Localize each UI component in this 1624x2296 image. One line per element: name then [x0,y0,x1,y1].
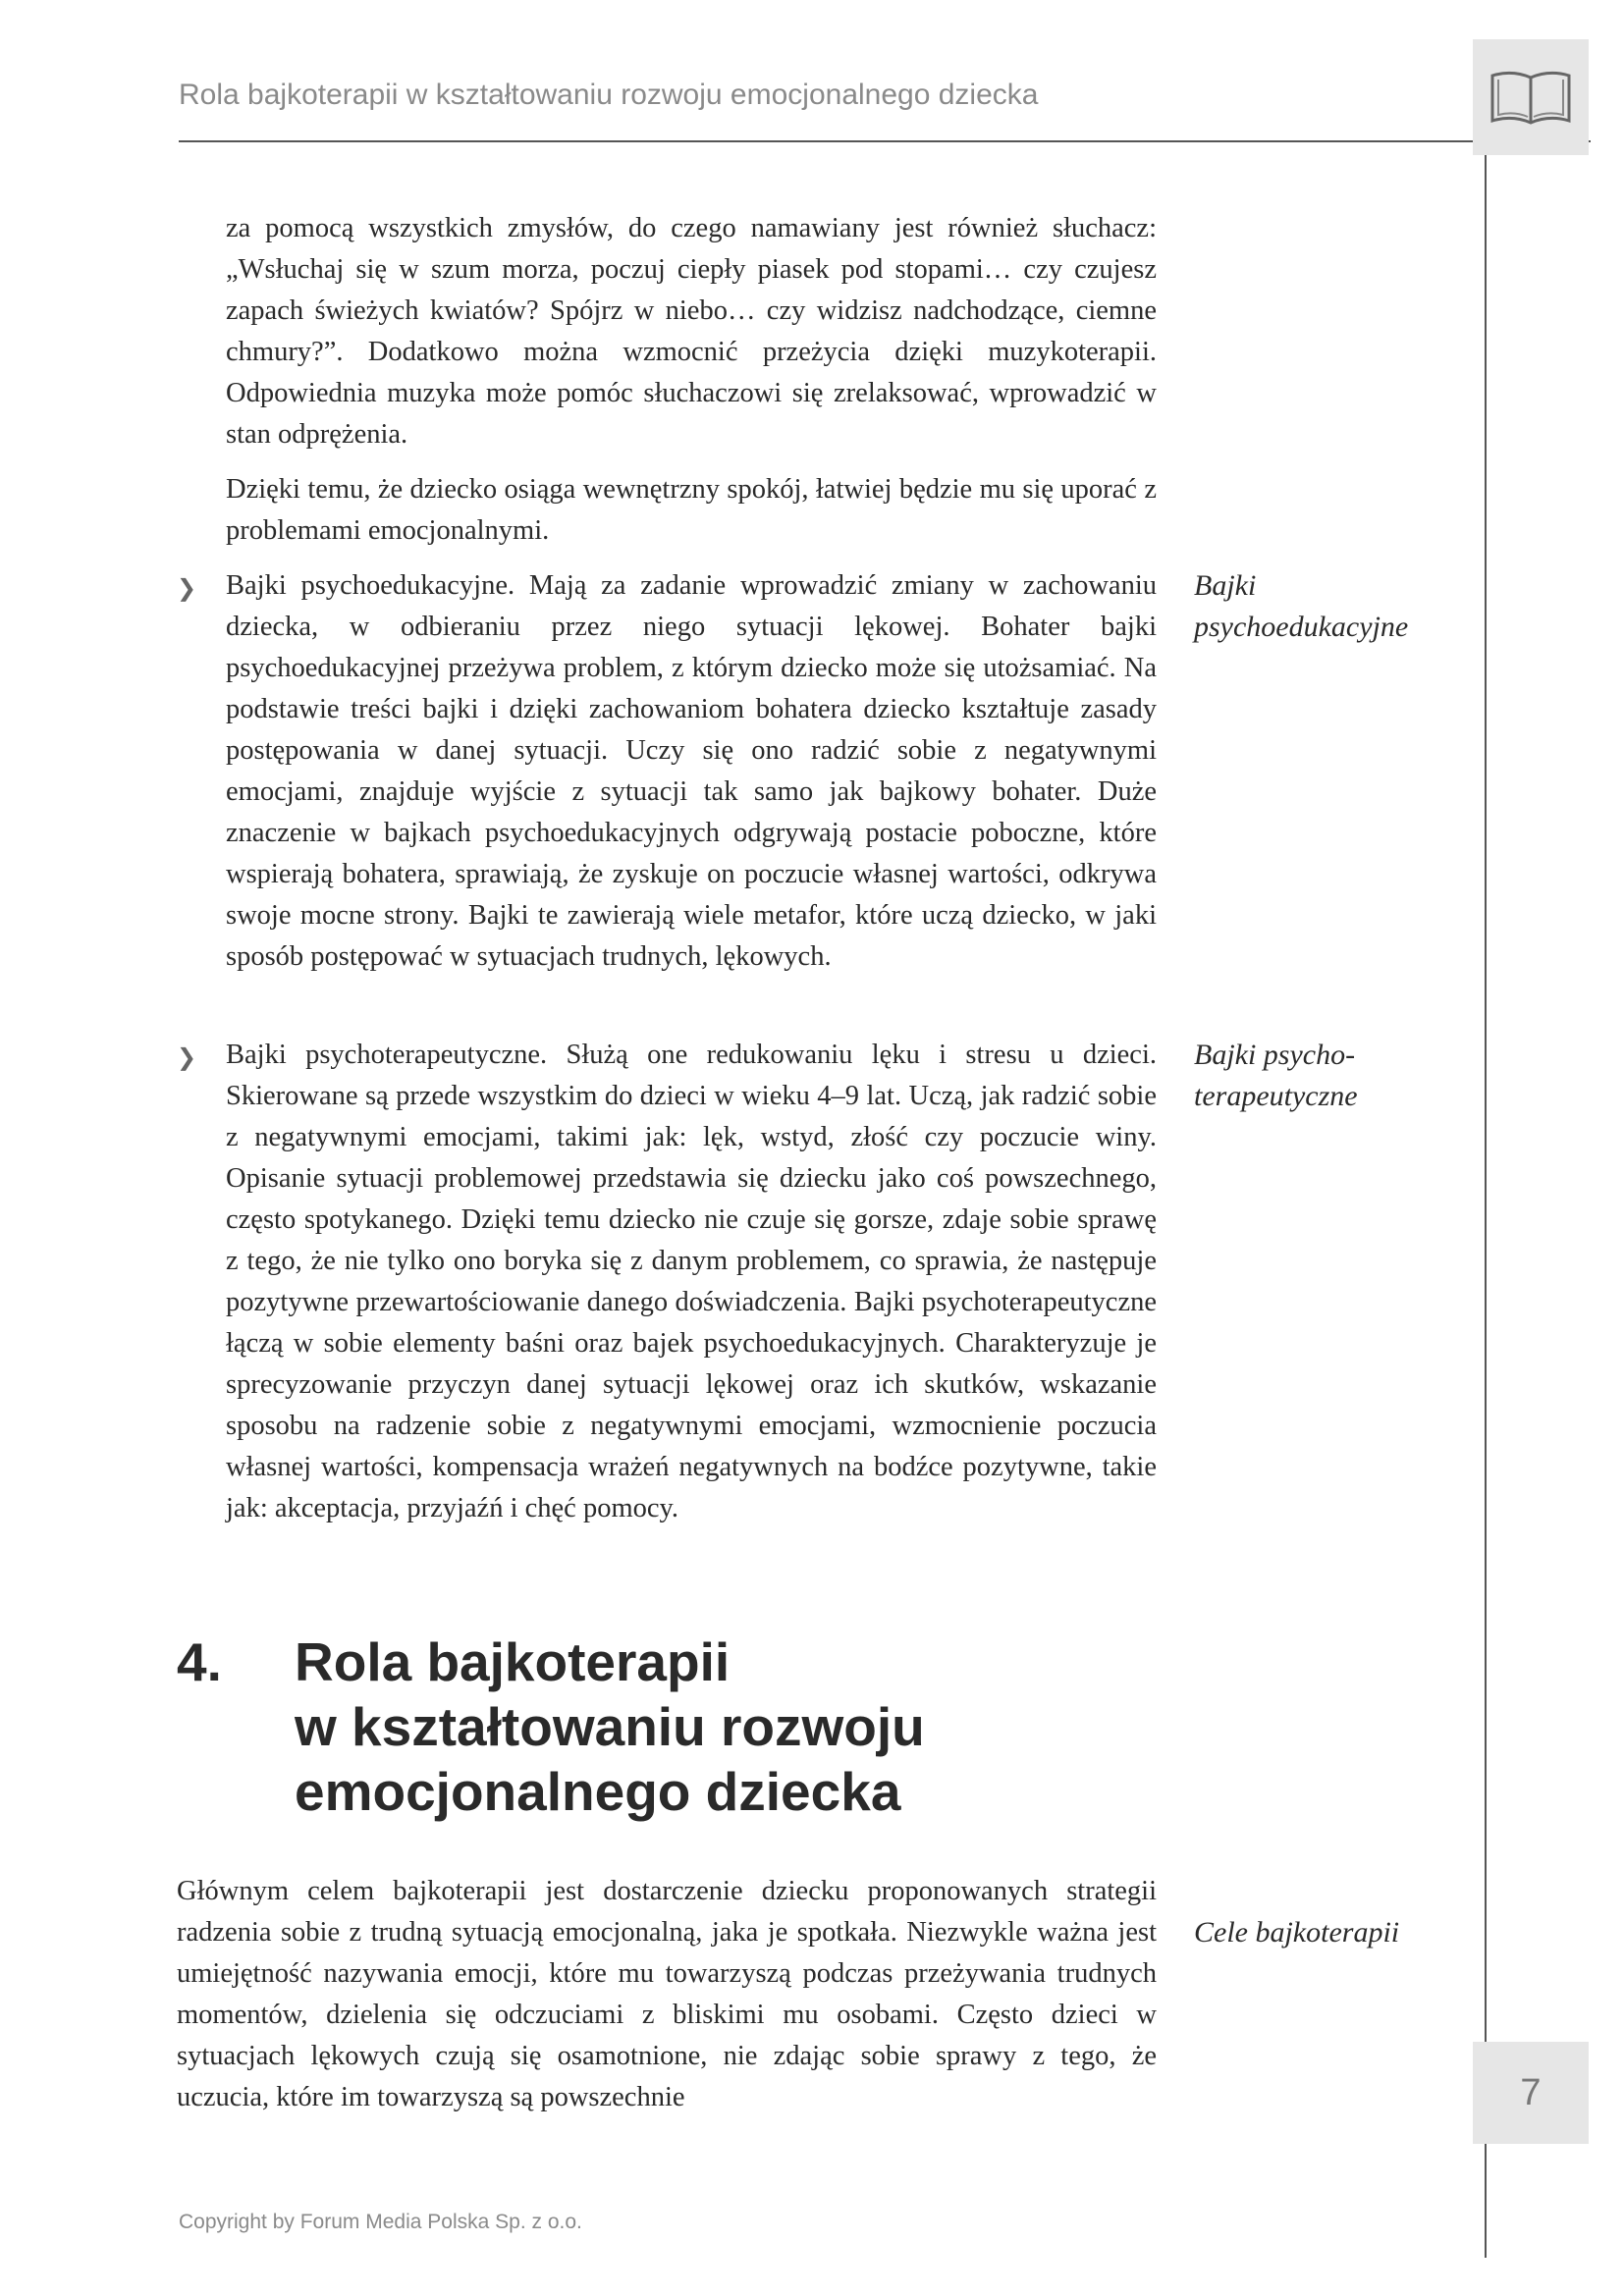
section-title-line: w kształtowaniu rozwoju [295,1696,925,1757]
list-item-psychotherapeutic [226,1035,1157,1529]
list-item-text: Bajki psychoterapeutyczne. Służą one redukowaniu lęku i stresu u dzieci. Skierowane są przede wszystkim do dzieci w wieku 4–9 lat. Uczą, jak radzić sobie z negatywnymi emocjami, takimi jak: lęk, wstyd, złość czy poczucie winy. Opisanie sytuacji problemowej przedstawia się dziecku jako coś powszechnego, często spotykanego. Dzięki temu dziecko nie czuje się gorsze, zdaje sobie sprawę z tego, że nie tylko ono boryka się z danym problemem, co sprawia, że następuje pozytywne przewartościowanie danego doświadczenia. Bajki psychoterapeutyczne łączą w sobie elementy baśni oraz bajek psychoedukacyjnych. Charakteryzuje je sprecyzowanie przyczyn danej sytuacji lękowej oraz ich skutków, wskazanie sposobu na radzenie sobie z negatywnymi emocjami, wzmocnienie poczucia własnej wartości, kompensacja wrażeń negatywnych na bodźce pozytywne, takie jak: akceptacja, przyjaźń i chęć pomocy. [226,1040,1157,1523]
margin-note-line: Bajki [1194,569,1257,602]
margin-note-line: terapeutyczne [1194,1080,1358,1112]
margin-note-line: psychoedukacyjne [1194,611,1409,643]
paragraph-text: Głównym celem bajkoterapii jest dostarczenie dziecku proponowanych strategii radzenia sobie z trudną sytuacją emocjonalną, jaka je spotkała. Niezwykle ważna jest umiejętność nazywania emocji, które mu towarzyszą podczas przeżywania trudnych momentów, dzielenia się odczuciami z bliskimi mu osobami. Często dzieci w sytuacjach lękowych czują się osamotnione, nie zdając sobie sprawy z tego, że uczucia, które im towarzyszą są powszechnie [177,1876,1157,2112]
margin-rule [1485,39,1487,2258]
section-number: 4. [177,1631,222,1692]
running-header: Rola bajkoterapii w kształtowaniu rozwoju emocjonalnego dziecka [179,79,1039,111]
paragraph-goals [177,1871,1157,2118]
margin-note-psychoeducational [1194,565,1469,648]
page-number: 7 [1473,2042,1589,2144]
paragraph-text: Dzięki temu, że dziecko osiąga wewnętrzny spokój, łatwiej będzie mu się uporać z problemami emocjonalnymi. [226,474,1157,546]
margin-note-psychotherapeutic [1194,1035,1469,1117]
list-item-text: Bajki psychoedukacyjne. Mają za zadanie wprowadzić zmiany w zachowaniu dziecka, w odbieraniu przez niego sytuacji lękowej. Bohater bajki psychoedukacyjnej przeżywa problem, z którym dziecko może się utożsamiać. Na podstawie treści bajki i dzięki zachowaniom bohatera dziecko kształtuje zasady postępowania w danej sytuacji. Uczy się ono radzić sobie z negatywnymi emocjami, znajduje wyjście z sytuacji tak samo jak bajkowy bohater. Duże znaczenie w bajkach psychoedukacyjnych odgrywają postacie poboczne, które wspierają bohatera, sprawiają, że zyskuje on poczucie własnej wartości, odkrywa swoje mocne strony. Bajki te zawierają wiele metafor, które uczą dziecko, w jaki sposób postępować w sytuacjach trudnych, lękowych. [226,570,1157,972]
bullet-chevron-icon: ❯ [177,574,197,602]
margin-note-line: Bajki psycho- [1194,1039,1356,1071]
section-title-line: Rola bajkoterapii [295,1631,731,1692]
margin-note-goals: Cele bajkoterapii [1194,1916,1400,1949]
bullet-chevron-icon: ❯ [177,1043,197,1071]
paragraph-calm [226,469,1157,552]
section-title [295,1629,1178,1824]
open-book-icon [1489,66,1573,129]
section-title-line: emocjonalnego dziecka [295,1761,901,1822]
paragraph-intro [226,208,1157,455]
paragraph-text: za pomocą wszystkich zmysłów, do czego namawiany jest również słuchacz: „Wsłuchaj się w szum morza, poczuj ciepły piasek pod stopami… czy czujesz zapach świeżych kwiatów? Spójrz w niebo… czy widzisz nadchodzące, ciemne chmury?”. Dodatkowo można wzmocnić przeżycia dzięki muzykoterapii. Odpowiednia muzyka może pomóc słuchaczowi się zrelaksować, wprowadzić w stan odprężenia. [226,213,1157,450]
list-item-psychoeducational [226,565,1157,978]
header-icon-box [1473,39,1589,155]
footer-copyright: Copyright by Forum Media Polska Sp. z o.o. [179,2211,582,2233]
header-rule [179,140,1591,142]
